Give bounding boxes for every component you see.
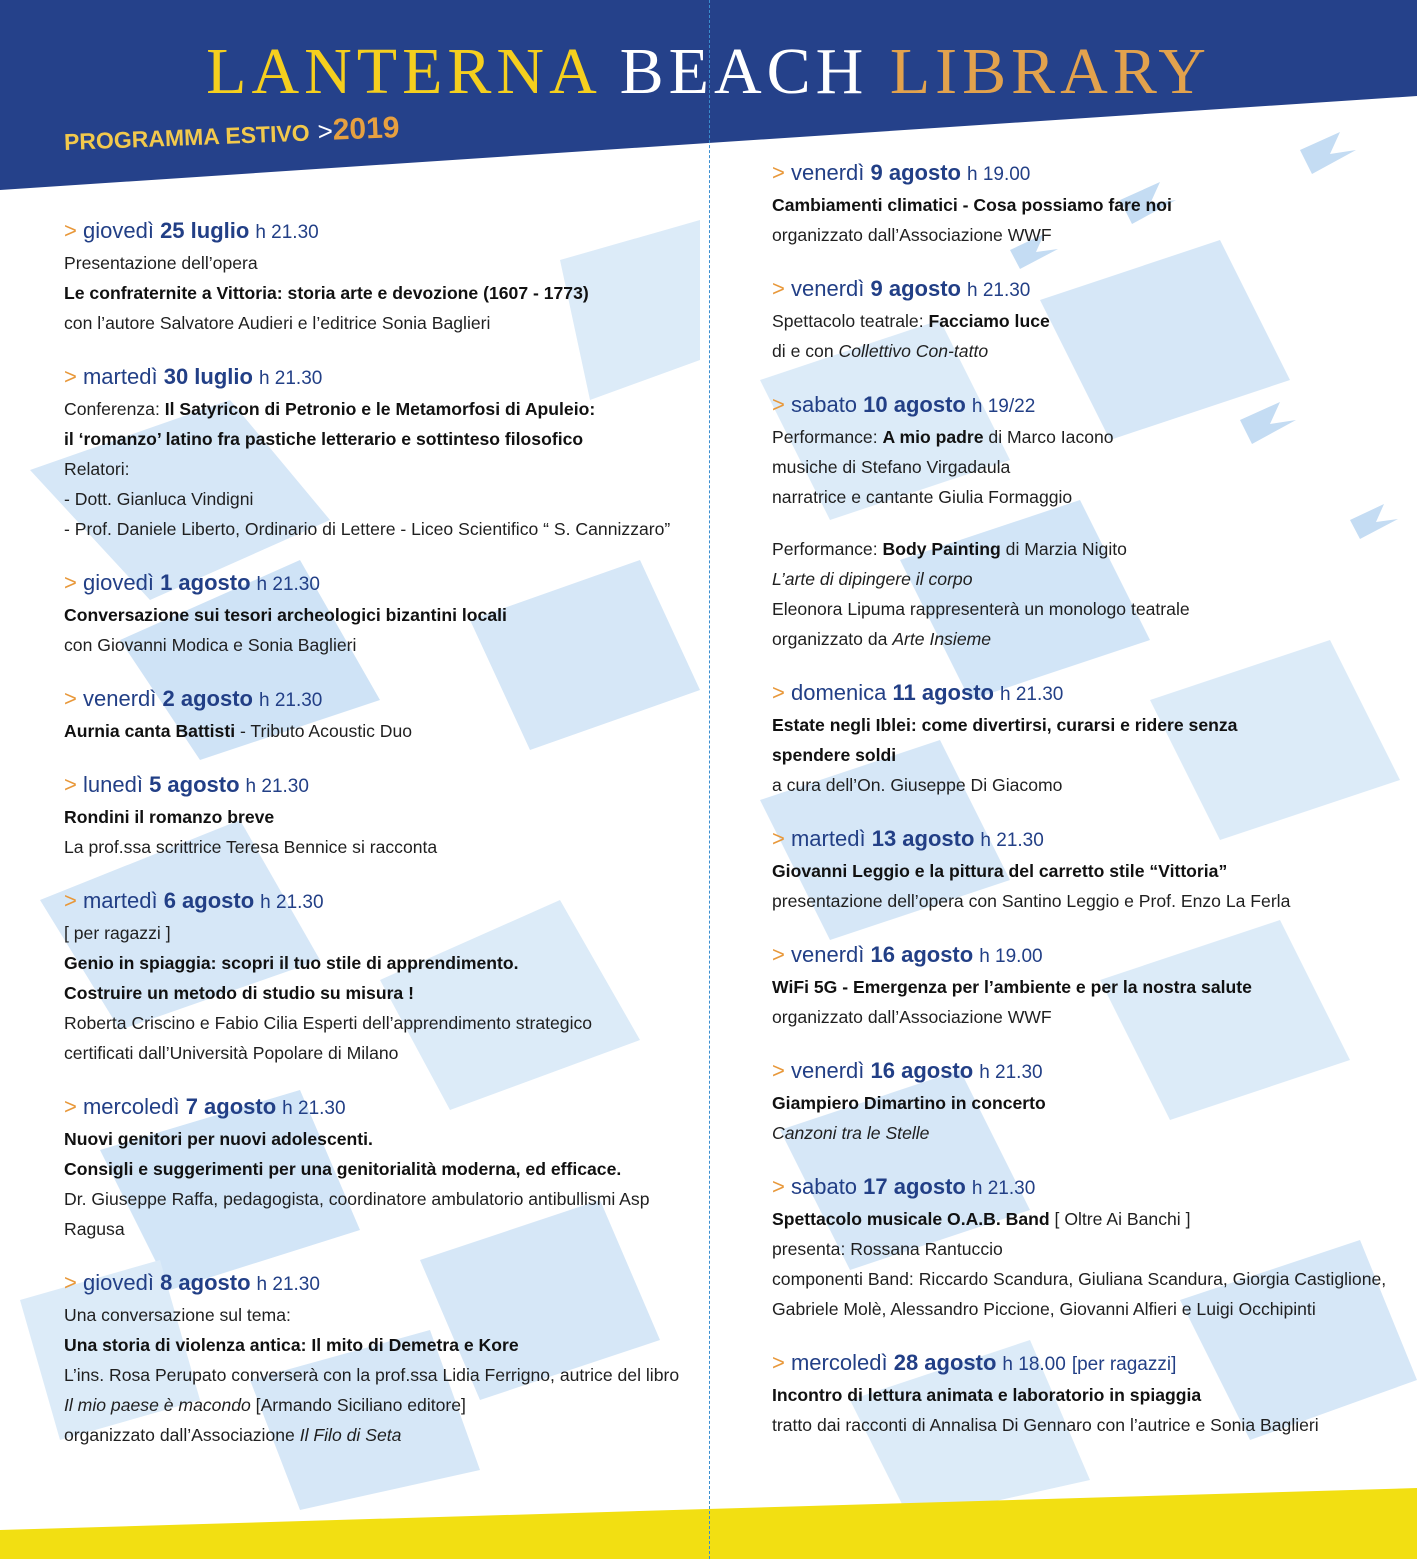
program-arrow: > xyxy=(317,115,334,147)
event-0908-b xyxy=(772,274,1402,366)
event-date-heading: > martedì 6 agosto h 21.30 xyxy=(64,888,324,913)
event-title: Rondini il romanzo breve xyxy=(64,807,275,827)
event-date-heading: > martedì 30 luglio h 21.30 xyxy=(64,364,323,389)
event-line: presenta: Rossana Rantuccio xyxy=(772,1239,1003,1259)
event-title: Incontro di lettura animata e laboratorio in spiaggia xyxy=(772,1385,1202,1405)
event-2808 xyxy=(772,1348,1402,1440)
event-0808 xyxy=(64,1268,694,1450)
event-line: di e con Collettivo Con-tatto xyxy=(772,341,989,361)
event-title: Genio in spiaggia: scopri il tuo stile di apprendimento. xyxy=(64,953,519,973)
event-title: Giampiero Dimartino in concerto xyxy=(772,1093,1046,1113)
event-line: - Dott. Gianluca Vindigni xyxy=(64,489,254,509)
event-0508 xyxy=(64,770,694,862)
event-line: organizzato dall’Associazione Il Filo di Seta xyxy=(64,1425,402,1445)
event-title: il ‘romanzo’ latino fra pastiche letterario e sottinteso filosofico xyxy=(64,429,584,449)
event-date-heading: > mercoledì 7 agosto h 21.30 xyxy=(64,1094,346,1119)
event-line: Canzoni tra le Stelle xyxy=(772,1123,930,1143)
event-title: Estate negli Iblei: come divertirsi, curarsi e ridere senza xyxy=(772,715,1238,735)
event-line: Roberta Criscino e Fabio Cilia Esperti dell’apprendimento strategico xyxy=(64,1013,593,1033)
event-date-heading: > giovedì 1 agosto h 21.30 xyxy=(64,570,320,595)
event-line: Aurnia canta Battisti - Tributo Acoustic Duo xyxy=(64,721,413,741)
program-year: 2019 xyxy=(332,111,401,147)
event-line: Dr. Giuseppe Raffa, pedagogista, coordinatore ambulatorio antibullismi Asp xyxy=(64,1189,650,1209)
event-date-heading: > venerdì 9 agosto h 19.00 xyxy=(772,160,1031,185)
event-line: organizzato da Arte Insieme xyxy=(772,629,992,649)
event-date-heading: > mercoledì 28 agosto h 18.00 [per ragazzi] xyxy=(772,1350,1177,1375)
event-line: L’arte di dipingere il corpo xyxy=(772,569,973,589)
event-title: Cambiamenti climatici - Cosa possiamo fare noi xyxy=(772,195,1172,215)
event-line: narratrice e cantante Giulia Formaggio xyxy=(772,487,1073,507)
event-0608 xyxy=(64,886,694,1068)
event-1008 xyxy=(772,390,1402,654)
event-line: Performance: Body Painting di Marzia Nigito xyxy=(772,539,1127,559)
event-title: Costruire un metodo di studio su misura ! xyxy=(64,983,414,1003)
event-1708 xyxy=(772,1172,1402,1324)
event-line: Gabriele Molè, Alessandro Piccione, Giovanni Alfieri e Luigi Occhipinti xyxy=(772,1299,1316,1319)
event-line: Relatori: xyxy=(64,459,130,479)
event-1108 xyxy=(772,678,1402,800)
event-line: organizzato dall’Associazione WWF xyxy=(772,1007,1052,1027)
event-1608-b xyxy=(772,1056,1402,1148)
event-line: Spettacolo musicale O.A.B. Band [ Oltre Ai Banchi ] xyxy=(772,1209,1191,1229)
event-title: WiFi 5G - Emergenza per l’ambiente e per la nostra salute xyxy=(772,977,1252,997)
event-date-heading: > sabato 10 agosto h 19/22 xyxy=(772,392,1036,417)
event-line: organizzato dall’Associazione WWF xyxy=(772,225,1052,245)
event-0908-a xyxy=(772,158,1402,250)
event-date-heading: > giovedì 8 agosto h 21.30 xyxy=(64,1270,320,1295)
event-line: musiche di Stefano Virgadaula xyxy=(772,457,1011,477)
title-word-library: LIBRARY xyxy=(889,35,1211,108)
event-0708 xyxy=(64,1092,694,1244)
event-2507 xyxy=(64,216,694,338)
event-title: Nuovi genitori per nuovi adolescenti. xyxy=(64,1129,373,1149)
event-line: Presentazione dell’opera xyxy=(64,253,258,273)
event-line: a cura dell’On. Giuseppe Di Giacomo xyxy=(772,775,1063,795)
program-column-left xyxy=(64,216,694,1450)
event-date-heading: > domenica 11 agosto h 21.30 xyxy=(772,680,1064,705)
event-0208 xyxy=(64,684,694,746)
event-date-heading: > venerdì 9 agosto h 21.30 xyxy=(772,276,1031,301)
event-date-heading: > martedì 13 agosto h 21.30 xyxy=(772,826,1044,851)
program-label: PROGRAMMA ESTIVO xyxy=(63,119,311,155)
event-title: Consigli e suggerimenti per una genitorialità moderna, ed efficace. xyxy=(64,1159,622,1179)
event-0108 xyxy=(64,568,694,660)
event-date-heading: > venerdì 2 agosto h 21.30 xyxy=(64,686,323,711)
event-title: Conversazione sui tesori archeologici bizantini locali xyxy=(64,605,507,625)
fold-line xyxy=(709,0,710,1559)
event-date-heading: > venerdì 16 agosto h 19.00 xyxy=(772,942,1043,967)
event-line: Performance: A mio padre di Marco Iacono xyxy=(772,427,1114,447)
event-line: certificati dall’Università Popolare di Milano xyxy=(64,1043,399,1063)
event-line: componenti Band: Riccardo Scandura, Giuliana Scandura, Giorgia Castiglione, xyxy=(772,1269,1387,1289)
event-date-heading: > giovedì 25 luglio h 21.30 xyxy=(64,218,319,243)
event-1608-a xyxy=(772,940,1402,1032)
event-title: Una storia di violenza antica: Il mito di Demetra e Kore xyxy=(64,1335,519,1355)
event-line: Una conversazione sul tema: xyxy=(64,1305,291,1325)
event-line: con l’autore Salvatore Audieri e l’editrice Sonia Baglieri xyxy=(64,313,491,333)
event-1308 xyxy=(772,824,1402,916)
event-line: Conferenza: Il Satyricon di Petronio e le Metamorfosi di Apuleio: xyxy=(64,399,596,419)
event-line: [ per ragazzi ] xyxy=(64,923,171,943)
program-column-right xyxy=(772,158,1402,1440)
event-line: Il mio paese è macondo [Armando Siciliano editore] xyxy=(64,1395,466,1415)
event-date-heading: > lunedì 5 agosto h 21.30 xyxy=(64,772,309,797)
event-title: Giovanni Leggio e la pittura del carretto stile “Vittoria” xyxy=(772,861,1228,881)
event-line: Spettacolo teatrale: Facciamo luce xyxy=(772,311,1050,331)
event-line: - Prof. Daniele Liberto, Ordinario di Lettere - Liceo Scientifico “ S. Cannizzaro” xyxy=(64,519,671,539)
event-line: presentazione dell’opera con Santino Leggio e Prof. Enzo La Ferla xyxy=(772,891,1291,911)
event-title: spendere soldi xyxy=(772,745,897,765)
event-line: Eleonora Lipuma rappresenterà un monologo teatrale xyxy=(772,599,1190,619)
event-title: Le confraternite a Vittoria: storia arte e devozione (1607 - 1773) xyxy=(64,283,589,303)
event-line: Ragusa xyxy=(64,1219,125,1239)
event-line: tratto dai racconti di Annalisa Di Gennaro con l’autrice e Sonia Baglieri xyxy=(772,1415,1319,1435)
event-line: con Giovanni Modica e Sonia Baglieri xyxy=(64,635,357,655)
event-date-heading: > sabato 17 agosto h 21.30 xyxy=(772,1174,1036,1199)
event-line: L’ins. Rosa Perupato converserà con la prof.ssa Lidia Ferrigno, autrice del libro xyxy=(64,1365,680,1385)
event-date-heading: > venerdì 16 agosto h 21.30 xyxy=(772,1058,1043,1083)
title-word-beach: BEACH xyxy=(619,35,869,108)
title-word-lanterna: LANTERNA xyxy=(206,35,599,108)
event-3007 xyxy=(64,362,694,544)
event-line: La prof.ssa scrittrice Teresa Bennice si racconta xyxy=(64,837,438,857)
